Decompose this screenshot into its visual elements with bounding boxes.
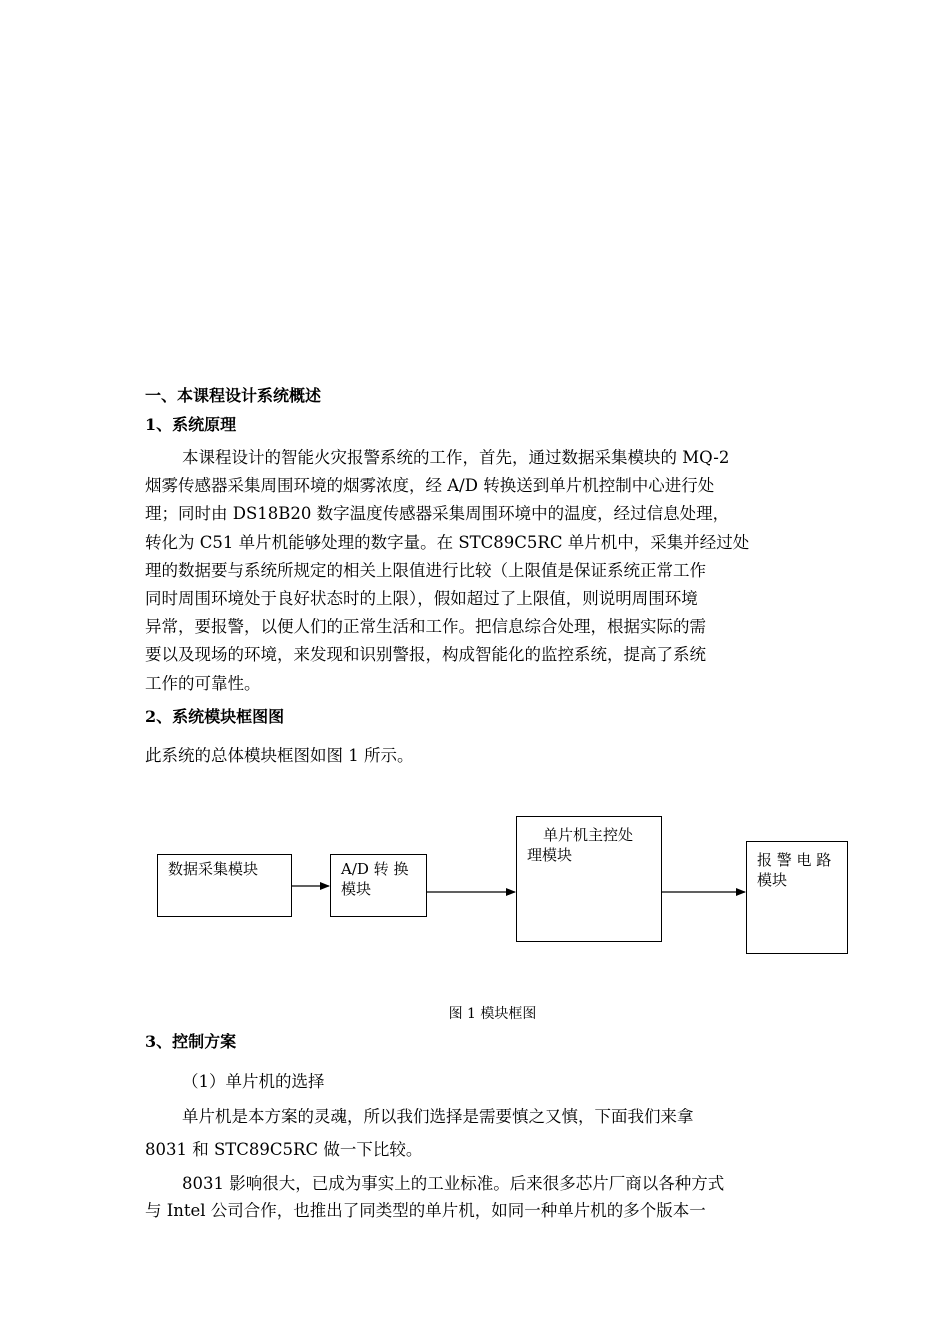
list-item-mcu-selection: （1）单片机的选择 bbox=[182, 1072, 325, 1091]
paragraph-line: 8031 影响很大，已成为事实上的工业标准。后来很多芯片厂商以各种方式 bbox=[182, 1174, 725, 1193]
paragraph-line: 本课程设计的智能火灾报警系统的工作，首先，通过数据采集模块的 MQ-2 bbox=[182, 448, 730, 467]
paragraph-line: 异常，要报警，以便人们的正常生活和工作。把信息综合处理，根据实际的需 bbox=[145, 617, 706, 637]
subsection-title-diagram: 2、系统模块框图图 bbox=[145, 707, 285, 726]
paragraph-line: 8031 和 STC89C5RC 做一下比较。 bbox=[145, 1140, 423, 1159]
paragraph-line: 工作的可靠性。 bbox=[145, 673, 261, 693]
section-title: 一、本课程设计系统概述 bbox=[145, 386, 322, 405]
paragraph-line: 烟雾传感器采集周围环境的烟雾浓度，经 A/D 转换送到单片机控制中心进行处 bbox=[145, 476, 715, 496]
paragraph-line: 转化为 C51 单片机能够处理的数字量。在 STC89C5RC 单片机中，采集并经过处 bbox=[145, 532, 750, 552]
paragraph-line: 单片机是本方案的灵魂，所以我们选择是需要慎之又慎，下面我们来拿 bbox=[182, 1107, 694, 1126]
paragraph-line: 要以及现场的环境，来发现和识别警报，构成智能化的监控系统，提高了系统 bbox=[145, 645, 706, 665]
subsection-title-control: 3、控制方案 bbox=[145, 1032, 237, 1051]
paragraph-line: 理的数据要与系统所规定的相关上限值进行比较（上限值是保证系统正常工作 bbox=[145, 560, 706, 580]
box-label: 模块 bbox=[757, 871, 788, 889]
box-label: 数据采集模块 bbox=[168, 860, 259, 878]
paragraph-line: 与 Intel 公司合作，也推出了同类型的单片机，如同一种单片机的多个版本一 bbox=[145, 1201, 706, 1220]
figure-caption: 图 1 模块框图 bbox=[448, 1006, 537, 1022]
paragraph-line: 理；同时由 DS18B20 数字温度传感器采集周围环境中的温度，经过信息处理， bbox=[145, 504, 730, 524]
box-label: 单片机主控处 bbox=[543, 826, 634, 844]
subsection-title-principle: 1、系统原理 bbox=[145, 415, 237, 434]
box-label: 报 警 电 路 bbox=[757, 851, 832, 869]
box-label: 理模块 bbox=[527, 846, 573, 864]
box-label: A/D 转 换 bbox=[341, 860, 409, 878]
diagram-intro: 此系统的总体模块框图如图 1 所示。 bbox=[145, 746, 414, 765]
box-label: 模块 bbox=[341, 880, 372, 898]
paragraph-line: 同时周围环境处于良好状态时的上限），假如超过了上限值，则说明周围环境 bbox=[145, 589, 698, 609]
